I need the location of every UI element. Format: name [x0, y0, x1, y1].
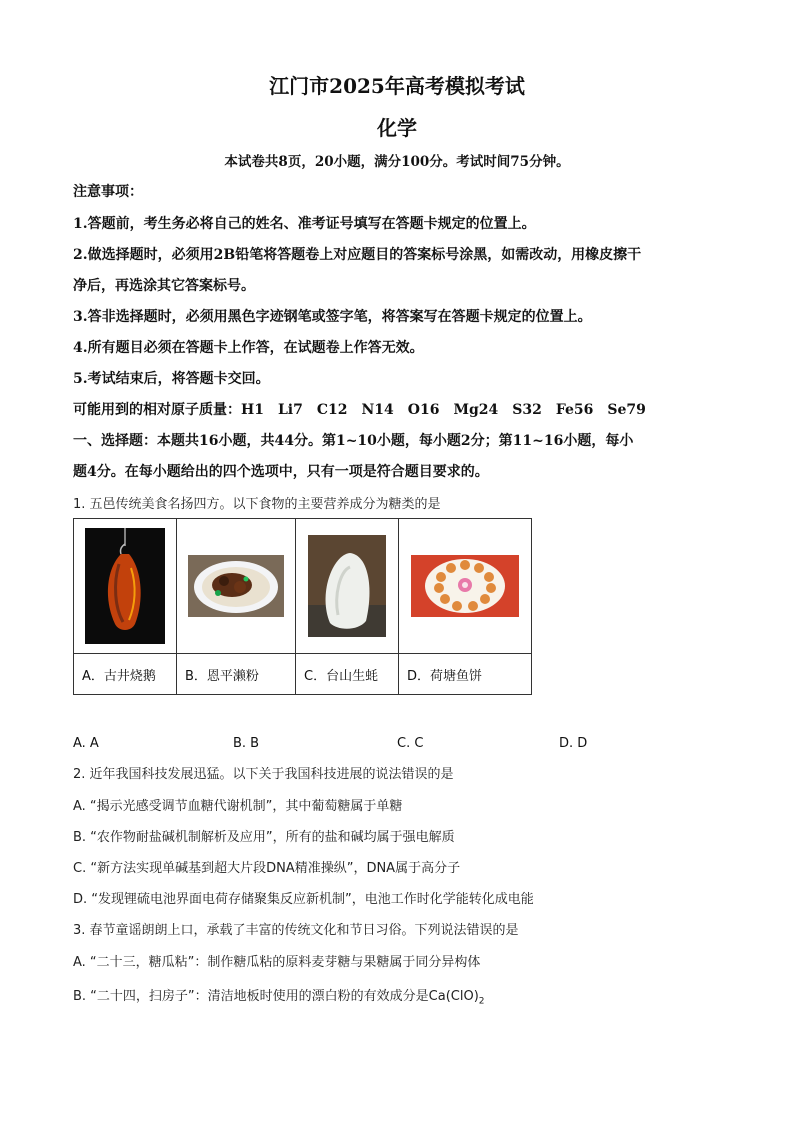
- q1-option-a: A. A: [73, 736, 99, 751]
- q1-option-d: D. D: [559, 736, 588, 751]
- q2-option-a: A. “揭示光感受调节血糖代谢机制”，其中葡萄糖属于单糖: [73, 799, 403, 814]
- food-cell-b: [177, 519, 296, 654]
- q3-option-b-text: B. “二十四，扫房子”：清洁地板时使用的漂白粉的有效成分是: [73, 989, 429, 1004]
- q1-option-c: C. C: [397, 736, 424, 751]
- food-label-a: A．古井烧鹅: [74, 654, 177, 695]
- rice-noodle-image: [188, 555, 284, 617]
- oyster-image: [308, 535, 386, 637]
- notice-heading: 注意事项：: [73, 184, 143, 200]
- q2-option-b: B. “农作物耐盐碱机制解析及应用”，所有的盐和碱均属于强电解质: [73, 830, 455, 845]
- food-cell-c: [296, 519, 399, 654]
- roast-goose-image: [85, 528, 165, 644]
- food-cell-a: [74, 519, 177, 654]
- food-label-c: C．台山生蚝: [296, 654, 399, 695]
- q3-option-b: [73, 988, 733, 1011]
- section-heading-cont: 题4分。在每小题给出的四个选项中，只有一项是符合题目要求的。: [73, 464, 489, 480]
- food-table: [73, 518, 532, 695]
- chemical-formula: $Ca(ClO)_2$: [428, 989, 485, 1007]
- q2-option-d: D. “发现锂硫电池界面电荷存储聚集反应新机制”，电池工作时化学能转化成电能: [73, 892, 534, 907]
- q1-option-b: B. B: [233, 736, 260, 751]
- q3-option-a: A. “二十三，糖瓜粘”：制作糖瓜粘的原料麦芽糖与果糖属于同分异构体: [73, 955, 481, 970]
- subject-title: 化学: [377, 116, 417, 140]
- q2-option-c: C. “新方法实现单碱基到超大片段DNA精准操纵”，DNA属于高分子: [73, 861, 461, 876]
- fish-cake-image: [411, 555, 519, 617]
- notice-item: 净后，再选涂其它答案标号。: [73, 278, 255, 294]
- notice-item: 1.答题前，考生务必将自己的姓名、准考证号填写在答题卡规定的位置上。: [73, 216, 536, 232]
- food-cell-d: [399, 519, 532, 654]
- exam-title: 江门市2025年高考模拟考试: [269, 74, 525, 98]
- notice-item: 5.考试结束后，将答题卡交回。: [73, 371, 270, 387]
- notice-item: 2.做选择题时，必须用2B铅笔将答题卷上对应题目的答案标号涂黑，如需改动，用橡皮擦干: [73, 247, 642, 263]
- q3-stem: 3. 春节童谣朗朗上口，承载了丰富的传统文化和节日习俗。下列说法错误的是: [73, 923, 519, 938]
- notice-item: 4.所有题目必须在答题卡上作答，在试题卷上作答无效。: [73, 340, 424, 356]
- food-label-b: B．恩平濑粉: [177, 654, 296, 695]
- notice-item: 3.答非选择题时，必须用黑色字迹钢笔或签字笔，将答案写在答题卡规定的位置上。: [73, 309, 592, 325]
- q1-stem: 1. 五邑传统美食名扬四方。以下食物的主要营养成分为糖类的是: [73, 497, 441, 512]
- section-heading: 一、选择题：本题共16小题，共44分。第1~10小题，每小题2分；第11~16小题，每小: [73, 433, 634, 449]
- food-label-d: D．荷塘鱼饼: [399, 654, 532, 695]
- atomic-mass: 可能用到的相对原子质量：H1 Li7 C12 N14 O16 Mg24 S32 Fe56 Se79: [73, 402, 646, 418]
- exam-info: 本试卷共8页，20小题，满分100分。考试时间75分钟。: [224, 154, 570, 170]
- q2-stem: 2. 近年我国科技发展迅猛。以下关于我国科技进展的说法错误的是: [73, 767, 454, 782]
